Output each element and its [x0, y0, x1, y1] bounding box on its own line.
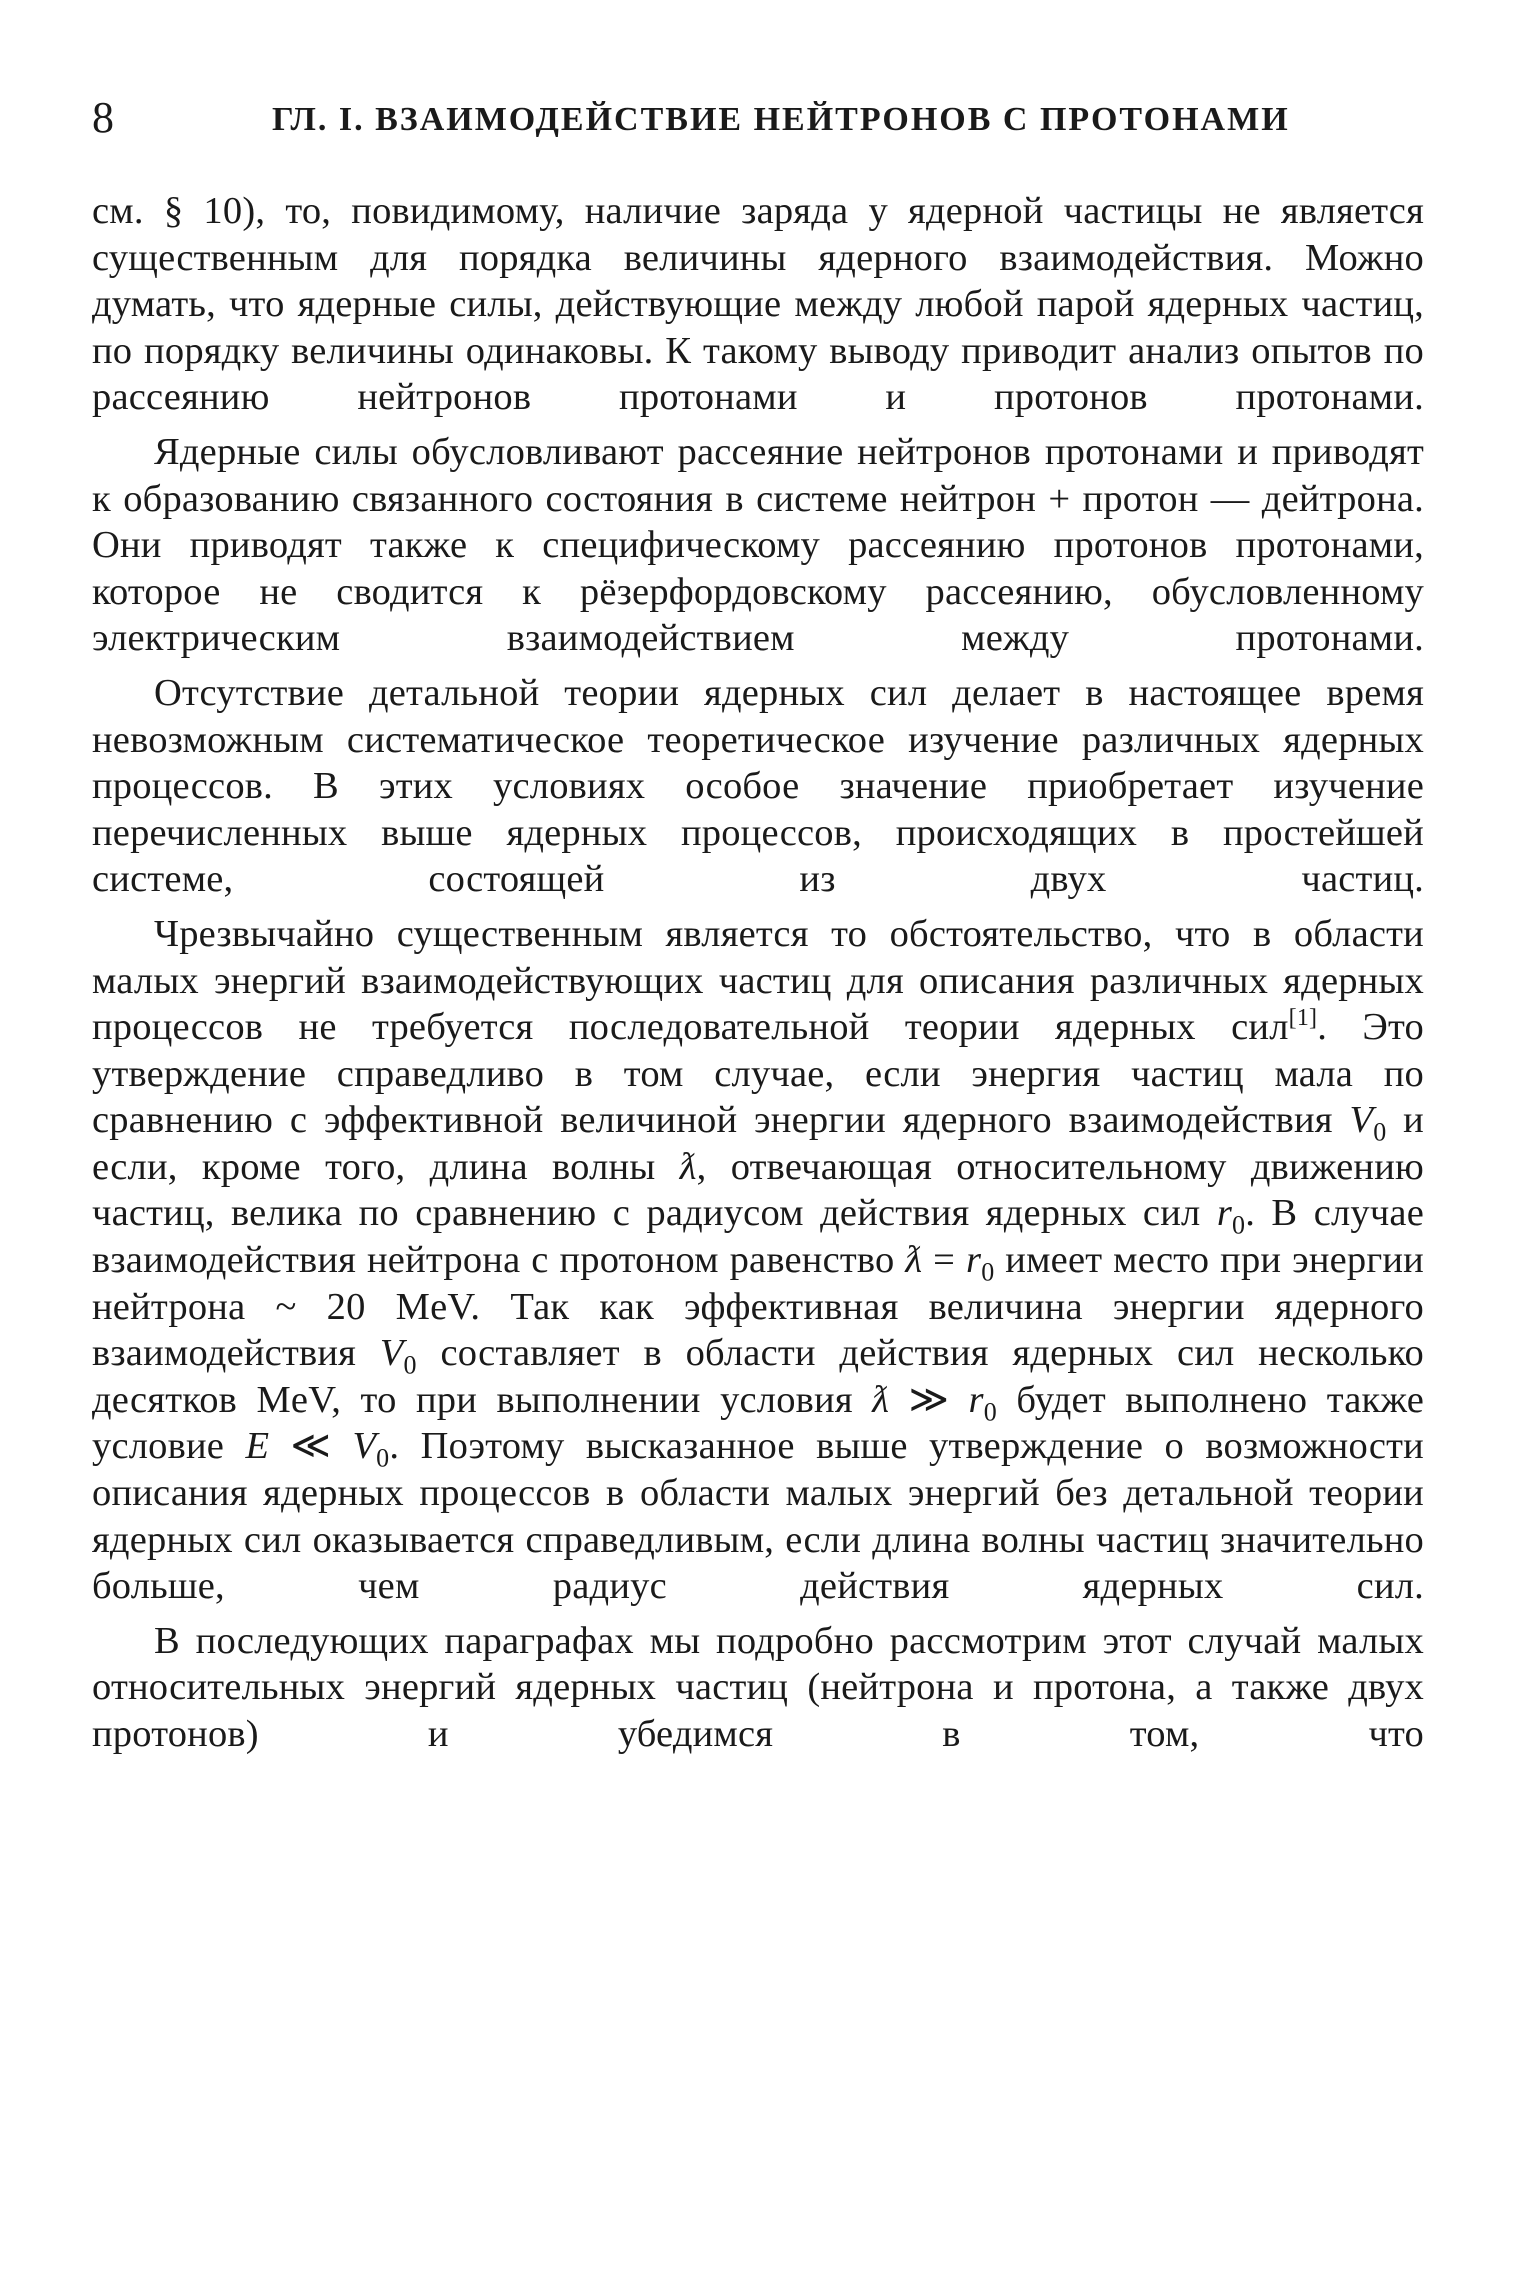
symbol-v: V [352, 1425, 377, 1468]
symbol-lambda: ƛ [872, 1378, 890, 1421]
symbol-e: E [245, 1425, 270, 1468]
paragraph-3: Отсутствие детальной теории ядерных сил делает в настоящее время невозможным систематическое теоретическое изучение различных ядерных процессов. В этих условиях особое значение приобретает изучение перечисленных выше ядерных процессов, происходящих в простейшей системе, состоящей из двух частиц. [92, 671, 1424, 901]
symbol-lambda: ƛ [905, 1239, 923, 1282]
symbol-lambda: ƛ [679, 1145, 697, 1188]
paragraph-2: Ядерные силы обусловливают рассеяние нейтронов протонами и приводят к образованию связанного состояния в системе нейтрон + протон — дейтрона. Они приводят также к специфическому рассеянию протонов протонами, которое не сводится к рёзерфордовскому рассеянию, обусловленному электрическим взаимодействием между протонами. [92, 430, 1424, 660]
symbol-v: V [379, 1332, 404, 1375]
symbol-r: r [966, 1239, 982, 1282]
subscript-zero: 0 [1232, 1211, 1246, 1241]
p4-text-9: . Поэтому высказанное выше утверждение о возможности описания ядерных процессов в области малых энергий без детальной теории ядерных сил оказывается справедливым, если длина волны частиц значительно больше, чем радиус действия ядерных сил. [92, 1425, 1424, 1608]
subscript-zero: 0 [403, 1350, 417, 1380]
running-head [92, 88, 1422, 148]
paragraph-5: В последующих параграфах мы подробно рассмотрим этот случай малых относительных энергий ядерных частиц (нейтрона и протона, а также двух протонов) и убедимся в том, что [92, 1619, 1424, 1755]
p4-text-5: . В случае взаимодействия нейтрона с протоном равенство [92, 1192, 1424, 1282]
subscript-zero: 0 [983, 1397, 997, 1427]
subscript-zero: 0 [1373, 1117, 1387, 1147]
much-greater-sign: ≫ [889, 1378, 969, 1421]
p4-text-6: имеет место при энергии нейтрона ~ 20 MeV. Так как эффективная величина энергии ядерного взаимодействия [92, 1239, 1424, 1375]
symbol-r: r [968, 1378, 984, 1421]
p4-text-2: . Это утверждение справедливо в том случае, если энергия частиц мала по сравнению с эффективной величиной энергии ядерного взаимодействия [92, 1006, 1424, 1142]
p4-text-1: Чрезвычайно существенным является то обстоятельство, что в области малых энергий взаимодействующих частиц для описания различных ядерных процессов не требуется последовательной теории ядерных сил [92, 912, 1424, 1049]
p4-text-7: составляет в области действия ядерных сил несколько десятков MeV, то при выполнении условия [92, 1332, 1424, 1421]
paragraph-1: см. § 10), то, повидимому, наличие заряда у ядерной частицы не является существенным для порядка величины ядерного взаимодействия. Можно думать, что ядерные силы, действующие между любой парой ядерных частиц, по порядку величины одинаковы. К такому выводу приводит анализ опытов по рассеянию нейтронов протонами и протонов протонами. [92, 190, 1424, 419]
p4-text-4: , отвечающая относительному движению частиц, велика по сравнению с радиусом действия ядерных сил [92, 1145, 1425, 1235]
reference-mark: [1] [1288, 1005, 1318, 1032]
page-number: 8 [92, 93, 114, 142]
subscript-zero: 0 [981, 1257, 995, 1287]
subscript-zero: 0 [376, 1444, 390, 1474]
much-less-sign: ≪ [269, 1425, 353, 1468]
equals-sign: = [922, 1239, 966, 1282]
body-text [92, 188, 1424, 1758]
symbol-v: V [1349, 1099, 1374, 1142]
p4-text-3: и если, кроме того, длина волны [92, 1099, 1424, 1188]
symbol-r: r [1216, 1192, 1233, 1235]
chapter-title: ГЛ. I. ВЗАИМОДЕЙСТВИЕ НЕЙТРОНОВ С ПРОТОНАМИ [272, 101, 1290, 138]
p4-text-8: будет выполнено также условие [92, 1378, 1424, 1468]
paragraph-4 [92, 911, 1424, 1610]
